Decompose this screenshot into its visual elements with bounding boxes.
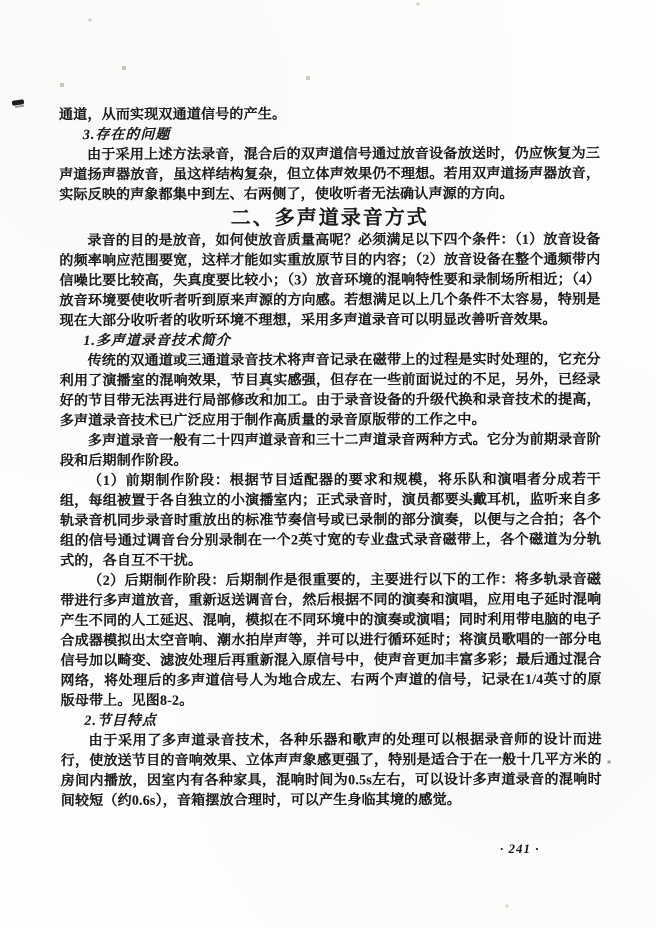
paragraph-continued-from-previous-page: 通道，从而实现双通道信号的产生。 — [59, 107, 287, 123]
paragraph-two-recording-methods: 多声道录音一般有二十四声道录音和三十二声道录音两种方式。它分为前期录音阶段和后期制作阶段。 — [59, 432, 601, 469]
page-number: · 241 · — [500, 841, 540, 856]
page-text-block — [59, 105, 602, 812]
paragraph-late-production-stage: （2）后期制作阶段：后期制作是很重要的，主要进行以下的工作：将多轨录音磁带进行多声道放音，重新返送调音台，然后根据不同的演奏和演唱，应用电子延时混响产生不同的人工延迟、混响，模拟在不同环境中的演奏或演唱；同时利用带电脑的电子合成器模拟出太空音响、潮水拍岸声等，并可以进行循环延时；将演员歌唱的一部分电信号加以畸变、滤波处理后再重新混入原信号中，使声音更加丰富多彩；最后通过混合网络，将处理后的多声道信号人为地合成左、右两个声道的信号，记录在1/4英寸的原版母带上。见图8-2。 — [60, 572, 602, 709]
subheading-technology-introduction: 1.多声道录音技术简介 — [83, 333, 231, 349]
paragraph-early-production-stage: （1）前期制作阶段：根据节目适配器的要求和规模，将乐队和演唱者分成若干组，每组被置于各自独立的小演播室内；正式录音时，演员都要头戴耳机，监听来自多轨录音机同步录音时重放出的标准节奏信号或已录制的部分演奏，以便与之合拍；各个组的信号通过调音台分别录制在一个2英寸宽的专业盘式录音磁带上，各个磁道为分轨式的，各自互不干扰。 — [60, 472, 602, 569]
paragraph-playback-issues: 由于采用上述方法录音，混合后的双声道信号通过放音设备放送时，仍应恢复为三声道扬声器放音，虽这样结构复杂，但立体声效果仍不理想。若用双声道扬声器放音，实际反映的声象都集中到左、右两侧了，使收听者无法确认声源的方向。 — [59, 146, 601, 203]
paragraph-program-features: 由于采用了多声道录音技术，各种乐器和歌声的处理可以根据录音师的设计而进行，使放送节目的音响效果、立体声声象感更强了，特别是适合于在一般十几平方米的房间内播放，因室内有各种家具，混响时间为0.5s左右，可以设计多声道录音的混响时间较短（约0.6s），音箱摆放合理时，可以产生身临其境的感觉。 — [60, 732, 602, 809]
paragraph-traditional-recording: 传统的双通道或三通道录音技术将声音记录在磁带上的过程是实时处理的，它充分利用了演播室的混响效果，节目真实感强，但存在一些前面说过的不足，另外，已经录好的节目带无法再进行局部修改和加工。由于录音设备的升级代换和录音技术的提高，多声道录音技术已广泛应用于制作高质量的录音原版带的工作之中。 — [59, 352, 601, 429]
scan-specks — [0, 0, 2, 2]
subheading-program-features: 2.节目特点 — [84, 713, 157, 729]
subheading-existing-problems: 3.存在的问题 — [82, 127, 171, 143]
section-heading-multichannel-recording: 二、多声道录音方式 — [230, 207, 429, 230]
scan-artifact-dash — [12, 99, 25, 106]
paragraph-four-conditions: 录音的目的是放音，如何使放音质量高呢？必须满足以下四个条件：（1）放音设备的频率响应范围要宽，这样才能如实重放原节目的内容；（2）放音设备在整个通频带内信噪比要比较高，失真度要比较小；（3）放音环境的混响特性要和录制场所相近；（4）放音环境要使收听者听到原来声源的方向感。若想满足以上几个条件不太容易，特别是现在大部分收听者的收听环境不理想，采用多声道录音可以明显改善听音效果。 — [59, 232, 601, 329]
